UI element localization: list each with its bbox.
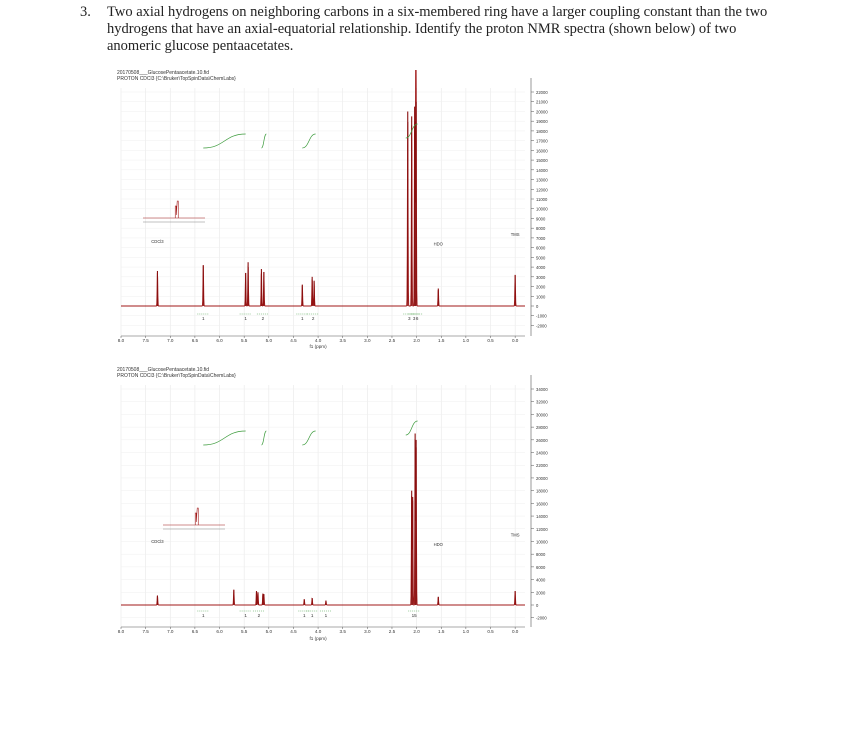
integral-value: 2 <box>257 613 261 618</box>
x-tick-label: 0.5 <box>487 338 494 343</box>
y-tick-label: 12000 <box>536 187 548 193</box>
y-tick-label: 10000 <box>536 206 548 212</box>
x-tick-label: 1.0 <box>462 338 470 343</box>
x-tick-label: 2.0 <box>413 338 420 343</box>
y-tick-label: 6000 <box>536 245 546 251</box>
integral-curve <box>203 134 245 148</box>
integral-value: 1 <box>201 316 205 321</box>
y-tick-label: 14000 <box>536 167 548 173</box>
spectrum-experiment: PROTON CDCl3 {C:\Bruker\TopSpinData\ChemLabs} <box>117 76 236 82</box>
y-tick-label: 8000 <box>536 552 546 558</box>
y-tick-label: 4000 <box>536 265 546 271</box>
spectrum-trace <box>121 439 525 605</box>
y-tick-label: 21000 <box>536 99 548 105</box>
x-tick-label: 4.5 <box>290 338 297 343</box>
x-tick-label: 4.5 <box>290 629 297 634</box>
x-tick-label: 1.5 <box>438 338 445 343</box>
tms-label: TMS <box>510 231 520 237</box>
x-tick-label: 0.0 <box>511 629 519 634</box>
x-tick-label: 7.5 <box>142 338 149 343</box>
spectrum-filename: 20170508___GlucosePentaacetate.10.fid <box>117 367 210 373</box>
y-tick-label: 6000 <box>536 564 546 570</box>
y-tick-label: 2000 <box>536 284 546 290</box>
y-tick-label: 7000 <box>536 235 546 241</box>
integral-value: 1 <box>301 316 304 321</box>
y-tick-label: 5000 <box>536 255 546 261</box>
y-tick-label: 9000 <box>536 216 546 222</box>
y-tick-label: 0 <box>536 304 539 309</box>
x-tick-label: 2.5 <box>388 629 396 634</box>
spectrum-plot <box>113 367 583 647</box>
y-tick-label: 12000 <box>536 526 548 532</box>
x-tick-label: 5.0 <box>265 338 273 343</box>
integral-value: 2 <box>311 316 315 321</box>
x-tick-label: 8.0 <box>117 338 125 343</box>
tms-label: TMS <box>510 532 520 538</box>
integral-value: 1 <box>324 613 328 618</box>
x-tick-label: 1.5 <box>438 629 445 634</box>
nmr-spectrum-2 <box>113 367 583 647</box>
y-tick-label: 22000 <box>536 90 548 95</box>
integral-value: 1 <box>201 613 205 618</box>
x-tick-label: 2.0 <box>413 629 420 634</box>
x-tick-label: 6.5 <box>191 629 199 634</box>
nmr-spectrum-1 <box>113 70 583 355</box>
y-tick-label: 3000 <box>536 274 546 280</box>
y-tick-label: 18000 <box>536 488 548 494</box>
y-tick-label: 2000 <box>536 590 546 596</box>
spectrum-filename: 20170508___GlucosePentaacetate.10.fid <box>117 70 210 76</box>
integral-curve <box>261 134 266 148</box>
integral-value: 1 <box>310 613 314 618</box>
x-tick-label: 3.5 <box>339 629 346 634</box>
y-tick-label: -2000 <box>536 323 547 329</box>
x-tick-label: 3.0 <box>364 338 371 343</box>
solvent-label: CDCl3 <box>151 539 164 545</box>
integral-curve <box>302 134 315 148</box>
x-tick-label: 3.0 <box>364 629 371 634</box>
x-tick-label: 4.0 <box>314 629 322 634</box>
y-tick-label: 20000 <box>536 109 548 115</box>
x-tick-label: 8.0 <box>117 629 125 634</box>
integral-value: 2 <box>261 316 265 321</box>
y-tick-label: 34000 <box>536 387 548 392</box>
y-tick-label: 1000 <box>536 294 546 300</box>
spectrum-plot <box>113 70 583 355</box>
x-axis-label: f1 (ppm) <box>309 344 327 349</box>
solvent-label: CDCl3 <box>151 238 164 244</box>
x-tick-label: 1.0 <box>462 629 470 634</box>
x-tick-label: 5.0 <box>265 629 273 634</box>
y-tick-label: 26000 <box>536 437 548 443</box>
integral-value: 1 <box>244 613 247 618</box>
integral-curve <box>261 431 266 445</box>
x-tick-label: 2.5 <box>388 338 396 343</box>
y-tick-label: 0 <box>536 603 539 608</box>
y-tick-label: 20000 <box>536 475 548 481</box>
integral-value: 6 <box>415 316 419 321</box>
x-tick-label: 7.0 <box>167 338 174 343</box>
y-tick-label: 14000 <box>536 514 548 520</box>
y-tick-label: -2000 <box>536 615 547 621</box>
question-number: 3. <box>80 4 91 20</box>
x-tick-label: 6.0 <box>216 338 223 343</box>
y-tick-label: 18000 <box>536 128 548 134</box>
y-tick-label: 30000 <box>536 412 548 418</box>
y-tick-label: 17000 <box>536 138 548 144</box>
x-tick-label: 3.5 <box>339 338 346 343</box>
integral-value: 3 <box>412 316 416 321</box>
x-tick-label: 6.5 <box>191 338 199 343</box>
x-tick-label: 0.0 <box>511 338 519 343</box>
y-tick-label: 32000 <box>536 399 548 405</box>
y-tick-label: 13000 <box>536 177 548 183</box>
y-tick-label: 16000 <box>536 148 548 154</box>
integral-value: 1 <box>244 316 247 321</box>
integral-value: 1 <box>302 613 306 618</box>
inset-peak <box>195 508 198 525</box>
y-tick-label: -1000 <box>536 313 547 319</box>
y-tick-label: 4000 <box>536 577 546 583</box>
x-tick-label: 5.5 <box>240 338 248 343</box>
spectrum-experiment: PROTON CDCl3 {C:\Bruker\TopSpinData\ChemLabs} <box>117 373 236 379</box>
integral-value: 15 <box>411 613 417 618</box>
y-tick-label: 24000 <box>536 450 548 456</box>
integral-curve <box>406 421 418 435</box>
y-tick-label: 19000 <box>536 119 548 125</box>
x-tick-label: 5.5 <box>240 629 248 634</box>
integral-value: 3 <box>407 316 411 321</box>
x-tick-label: 7.0 <box>167 629 174 634</box>
x-tick-label: 0.5 <box>487 629 494 634</box>
x-tick-label: 4.0 <box>314 338 322 343</box>
x-tick-label: 6.0 <box>216 629 223 634</box>
y-tick-label: 15000 <box>536 158 548 164</box>
y-tick-label: 8000 <box>536 226 546 232</box>
y-tick-label: 16000 <box>536 501 548 507</box>
y-tick-label: 28000 <box>536 425 548 431</box>
y-tick-label: 10000 <box>536 539 548 545</box>
question-text: Two axial hydrogens on neighboring carbons in a six-membered ring have a larger coupling constant than the two hydrogens that have an axial-equatorial relationship. Identify the proton NMR spectra (shown below) of two anomeric glucose pentaacetates. <box>107 4 768 54</box>
x-axis-label: f1 (ppm) <box>309 636 327 641</box>
y-tick-label: 22000 <box>536 463 548 469</box>
integral-curve <box>302 431 315 445</box>
water-label: HDO <box>433 241 443 247</box>
inset-peak <box>175 201 178 218</box>
integral-curve <box>203 431 245 445</box>
y-tick-label: 11000 <box>536 197 548 202</box>
spectrum-trace <box>121 70 525 306</box>
x-tick-label: 7.5 <box>142 629 149 634</box>
water-label: HDO <box>433 541 443 547</box>
